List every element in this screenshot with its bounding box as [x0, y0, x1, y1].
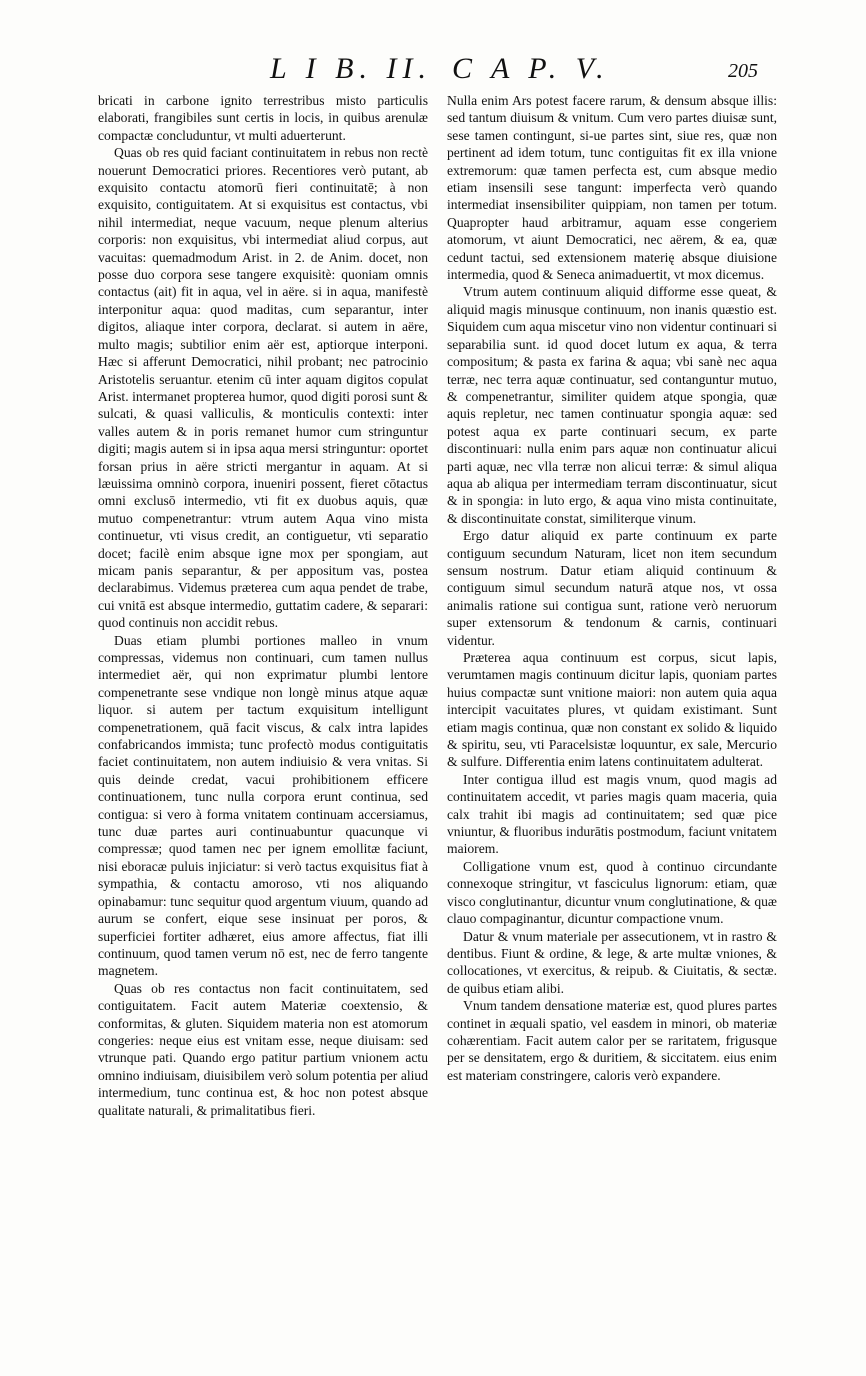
paragraph: Nulla enim Ars potest facere rarum, & densum absque illis: sed tantum diuisum & vnitum. Cum vero partes diuisæ sunt, sese tamen contingunt, si-ue partes sint, siue res, quæ non pertinent ad idem totum, tunc contiguitas fit ex illa vnione extremorum: quæ tamen perfecta est, cum absque medio etiam insensili sese tangunt: imperfecta verò quando intermediat insensibiliter quippiam, non tamen per totum. Quapropter haud arbitramur, aquam esse congeriem atomorum, vt aiunt Democratici, nec aërem, & ea, quæ cedunt tactui, sed extensionem materię absque diuisione intermedia, quod & Seneca animaduertit, vt mox dicemus.	[447, 93, 777, 283]
paragraph: Duas etiam plumbi portiones malleo in vnum compressas, videmus non continuari, cum tamen nullus intermediet aër, qui non exprimatur plumbi lentore compenetrante sese vndique non longè minus atque aquæ liquor. si autem per tactum exquisitum intelligunt compenetrationem, quā facit viscus, & calx intra lapides confabricandos immista; tunc profectò modus contiguitatis faciet continuitatem, non autem indiuisio & vera vnitas. Si quis deinde credat, vacui prohibitionem efficere continuationem, tunc nulla corpora erunt continua, sed contigua: si vero à forma vnitatem continuam accersiamus, tunc duæ partes auri continuabuntur quacunque vi compressæ; quod tamen nec per ignem emollitæ faciunt, nisi eboracæ puluis injiciatur: si verò tactus exquisitus fiat à sympathia, & contactu amoroso, vti nos aliquando opinabamur: tunc sequitur quod argentum viuum, quando ad aurum se confert, eique sese insinuat per poros, & superficiei fortiter adhæret, eius amore affectus, fiat illi continuum, quod tamen verum nō est, nec de ferro tangente magnetem.	[98, 632, 428, 979]
paragraph: bricati in carbone ignito terrestribus misto particulis elaborati, frangibiles sunt certis in locis, in quibus arenulæ compactæ concluduntur, vt multi aduerterunt.	[98, 93, 428, 143]
header-book: L I B. II.	[270, 52, 432, 85]
paragraph: Colligatione vnum est, quod à continuo circundante connexoque stringitur, vt fasciculus lignorum: etiam, quæ visco conglutinantur, dicuntur vnum conglutinatione, & quæ clauo compaginantur, dicuntur compactione vnum.	[447, 858, 777, 927]
running-header	[0, 52, 866, 92]
paragraph: Præterea aqua continuum est corpus, sicut lapis, verumtamen magis continuum dicitur lapis, quoniam partes huius compactæ sunt vnitione maiori: non autem quia aqua intercipit vacuitates plures, vt quidam existimant. Sunt etiam magis continua, quæ non constant ex solido & liquido & spiritu, seu, vti Paracelsistæ loquuntur, ex sale, Mercurio & sulfure. Differentia enim latens continuitatem adulterat.	[447, 650, 777, 770]
paragraph: Quas ob res quid faciant continuitatem in rebus non rectè nouerunt Democratici priores. Recentiores verò putant, ab exquisito contactu atomorū fieri continuitatē; à non exquisito, contiguitatem. At si exquisitus est contactus, vbi nihil intermediat, neque vacuum, neque plenum alterius corporis: non exquisitus, vbi intermediat aliud corpus, aut vacuitas: quemadmodum Arist. in 2. de Anim. docet, non posse duo corpora sese tangere exquisitè: quoniam omnis contactus (ait) fit in aqua, vel in aëre. si in aqua, manifestè interponitur aqua: quod maditas, cum separantur, inter digitos, aliaque inter corpora, declarat. si autem in aëre, multo magis; subtilior enim aër est, aptiorque interponi. Hæc si afferunt Democratici, nihil probant; nec patrocinio Aristotelis seruantur. etenim cū inter aquam digitos copulat Arist. intermanet propterea humor, quod digiti porosi sunt & sulcati, & quasi valliculis, & monticulis contexti: inter valles autem & in poris remanet humor cum stringuntur digiti; magis autem si in ipsa aqua mersi stringuntur: oportet forsan prius in aëre stricti mergantur in aquam. At si læuissima omninò corpora, inueniri possent, fieret cōtactus omni exclusō intermedio, vti fit ex duobus aquis, quæ mutuo compenetrantur: vtrum autem Aqua vino mista continuetur, vti visus credit, an contiguetur, vti separatio docet; facilè enim absque igne mox per spongiam, aut micam panis separantur, & per appositum vas, postea declarabimus. Videmus præterea cum aqua pendet de trabe, cui vnitā est absque intermedio, guttatim cadere, & separari: quod continuis non accidit rebus.	[98, 145, 428, 631]
paragraph: Ergo datur aliquid ex parte continuum ex parte contiguum secundum Naturam, licet non item secundum sensum nostrum. Datur etiam aliquid continuum & contiguum simul secundum naturā atque nos, vt ossa animalis ratione sui contigua sunt, ratione verò neruorum super extensorum & tendonum & carnis, continuari videntur.	[447, 528, 777, 648]
paragraph: Vtrum autem continuum aliquid difforme esse queat, & aliquid magis minusque continuum, non inanis quæstio est. Siquidem cum aqua miscetur vino non videntur continuari si separabilia sunt. id quod docet lutum ex aqua, & terra compositum; & pasta ex farina & aqua; vbi sanè nec aqua terræ, nec terra aquæ continuatur, sed contanguntur mutuo, & compenetrantur, similiter quidem atque spongia, quæ aquis repletur, nec tamen continuatur spongia aquæ: sed potest aqua ex parte continuari secum, ex parte discontinuari: nulla enim pars aquæ non continuatur alicui parti aquæ, nec vlla terræ non alicui terræ: & simul aliqua aqua ab aliqua per intermediam terram discontinuatur, sicut & in spongia: in luto ergo, & aqua vino mista continuitate, & discontinuitate constat, similiterque vinum.	[447, 284, 777, 526]
header-chapter: C A P. V.	[452, 52, 610, 85]
paragraph: Datur & vnum materiale per assecutionem, vt in rastro & dentibus. Fiunt & ordine, & lege, & arte multæ vniones, & collocationes, vt exercitus, & reipub. & Ciuitatis, & sectæ. de quibus etiam alibi.	[447, 928, 777, 996]
paragraph: Quas ob res contactus non facit continuitatem, sed contiguitatem. Facit autem Materiæ coextensio, & conformitas, & gluten. Siquidem materia non est atomorum congeries: neque eius est vnitam esse, neque diuisam: sed vtrunque pati. Quando ergo patitur partium vnionem actu omnino indiuisam, diuisibilem verò solum potentia per aliud intermedium, tunc continua est, & hoc non potest absque qualitate naturali, & primalitatibus fieri.	[98, 980, 428, 1118]
page-number: 205	[728, 60, 758, 82]
left-column	[98, 92, 428, 1119]
right-column	[447, 92, 777, 1084]
paragraph: Inter contigua illud est magis vnum, quod magis ad continuitatem accedit, vt paries magis quam maceria, quia calx trahit ibi magis ad continuitatem; sed quæ pice vniuntur, & fluoribus indurātis postmodum, faciunt vnitatem maiorem.	[447, 771, 777, 857]
paragraph: Vnum tandem densatione materiæ est, quod plures partes continet in æquali spatio, vel easdem in minori, ob materiæ cohærentiam. Facit autem calor per se raritatem, frigusque per se densitatem, ergo & duritiem, & siccitatem. eius enim est materiam constringere, caloris verò expandere.	[447, 998, 777, 1083]
